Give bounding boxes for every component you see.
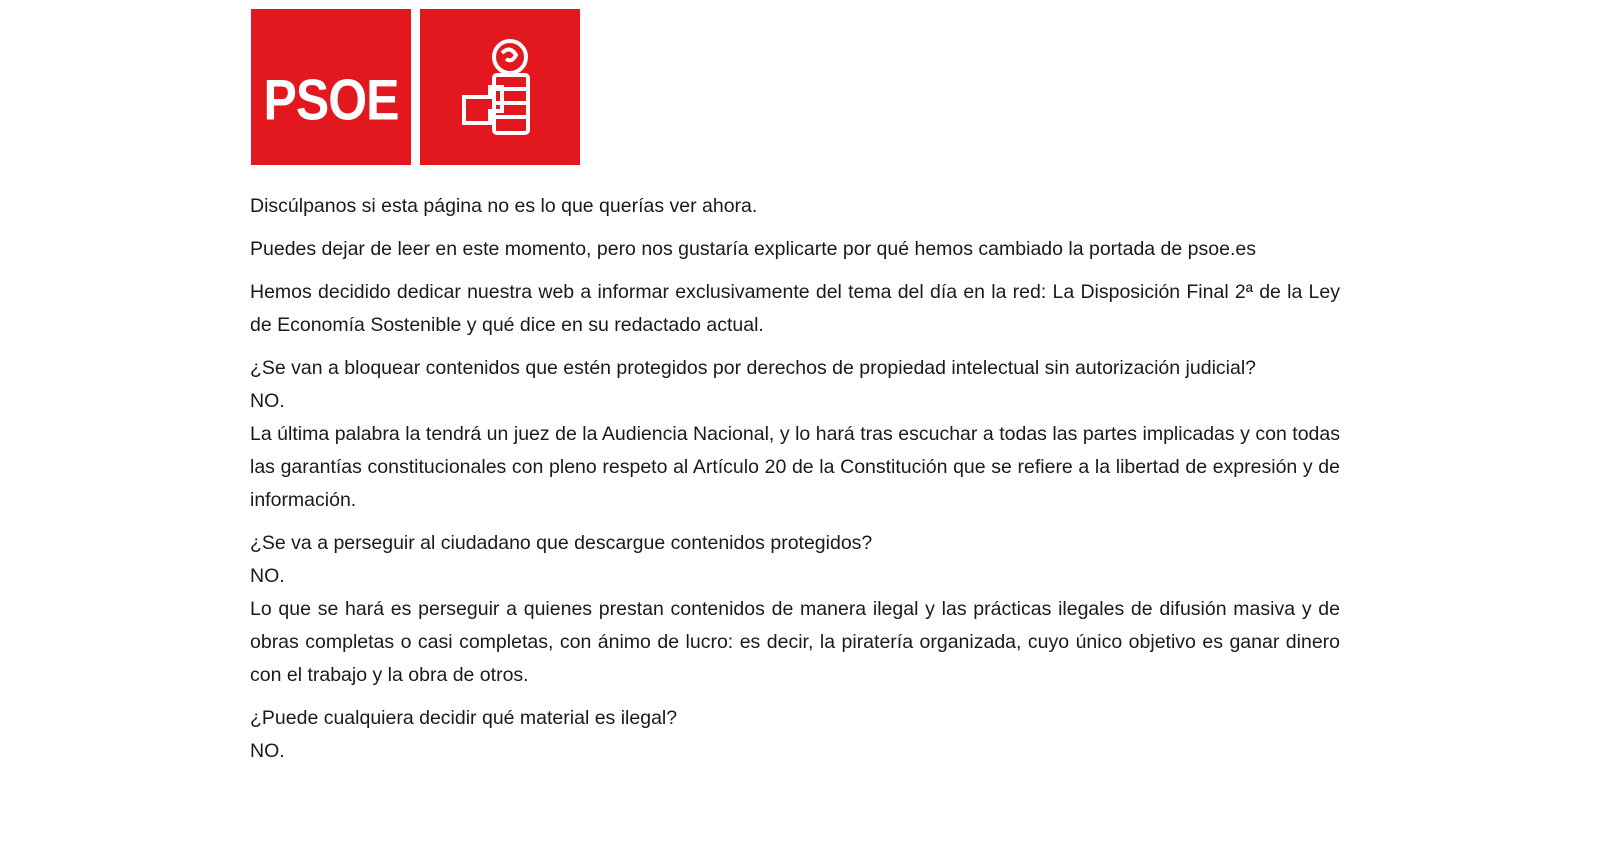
faq-item-3 bbox=[250, 702, 1340, 768]
faq-answer-short: NO. bbox=[250, 390, 285, 412]
faq-answer: La última palabra la tendrá un juez de la Audiencia Nacional, y lo hará tras escuchar a todas las partes implicadas y con todas las garantías constitucionales con pleno respeto al Artículo 20 de la Constitución que se refiere a la libertad de expresión y de información. bbox=[250, 423, 1340, 511]
faq-answer: Lo que se hará es perseguir a quienes prestan contenidos de manera ilegal y las prácticas ilegales de difusión masiva y de obras completas o casi completas, con ánimo de lucro: es decir, la piratería organizada, cuyo único objetivo es ganar dinero con el trabajo y la obra de otros. bbox=[250, 598, 1340, 686]
logo-wordmark: PSOE bbox=[263, 67, 399, 133]
logo-text-block bbox=[251, 9, 411, 165]
intro-explanation: Puedes dejar de leer en este momento, pero nos gustaría explicarte por qué hemos cambiado la portada de psoe.es bbox=[250, 238, 1256, 260]
intro-topic: Hemos decidido dedicar nuestra web a informar exclusivamente del tema del día en la red: La Disposición Final 2ª de la Ley de Economía Sostenible y qué dice en su redactado actual. bbox=[250, 281, 1340, 336]
intro-apology: Discúlpanos si esta página no es lo que querías ver ahora. bbox=[250, 195, 758, 217]
article-body bbox=[250, 190, 1340, 778]
faq-question: ¿Se van a bloquear contenidos que estén protegidos por derechos de propiedad intelectual sin autorización judicial? bbox=[250, 357, 1257, 379]
logo-emblem-block bbox=[420, 9, 580, 165]
faq-item-1 bbox=[250, 352, 1340, 517]
faq-question: ¿Puede cualquiera decidir qué material es ilegal? bbox=[250, 707, 678, 729]
fist-and-rose-icon bbox=[458, 35, 542, 139]
faq-question: ¿Se va a perseguir al ciudadano que descargue contenidos protegidos? bbox=[250, 532, 873, 554]
faq-answer-short: NO. bbox=[250, 565, 285, 587]
faq-item-2 bbox=[250, 527, 1340, 692]
faq-answer-short: NO. bbox=[250, 740, 285, 762]
psoe-logo bbox=[251, 9, 580, 165]
